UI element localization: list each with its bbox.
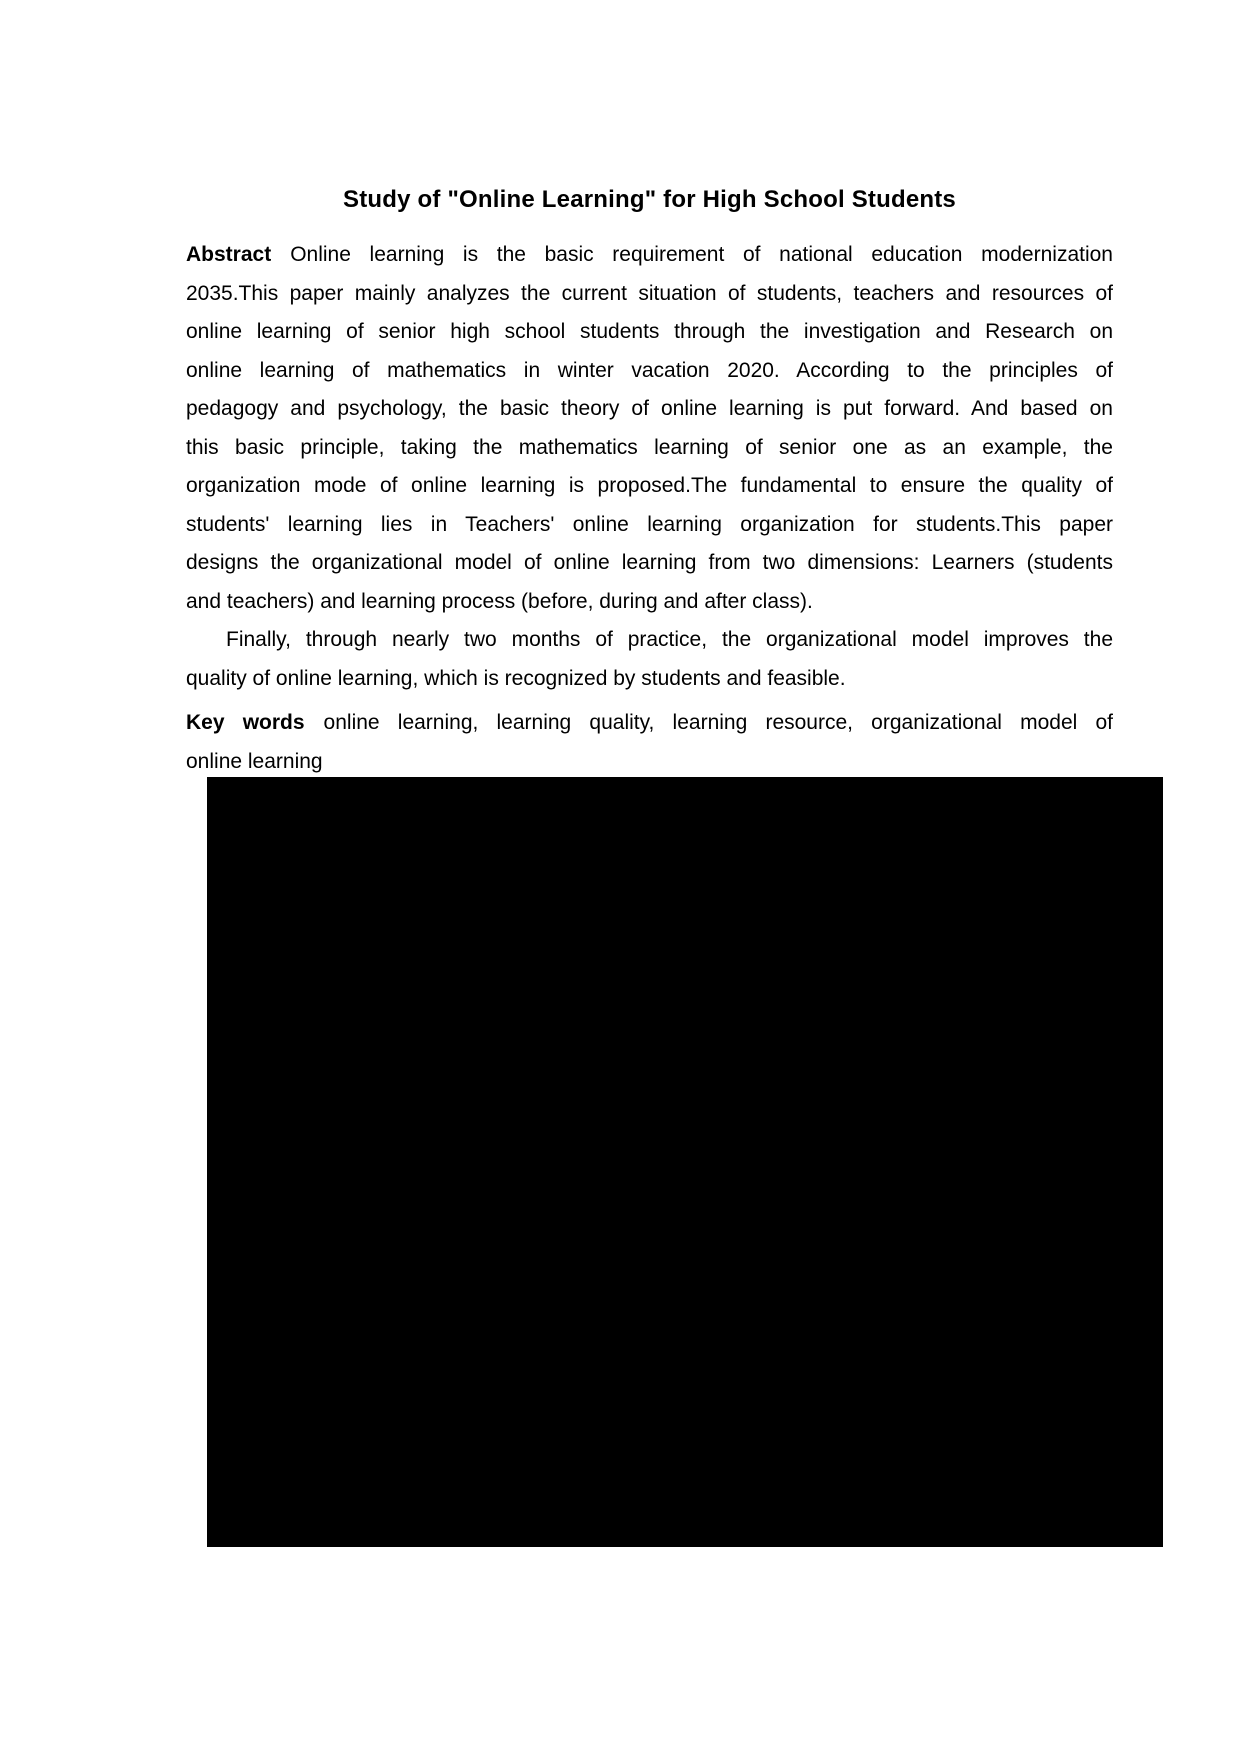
line-text: organization mode of online learning is proposed.The fundamental to ensure the quality of bbox=[186, 474, 1113, 497]
line-text: online learning of senior high school students through the investigation and Research on bbox=[186, 320, 1113, 343]
line-text: this basic principle, taking the mathematics learning of senior one as an example, the bbox=[186, 435, 1113, 459]
abstract-line bbox=[186, 313, 1113, 352]
line-text: online learning, learning quality, learning resource, organizational model of bbox=[323, 711, 1113, 734]
line-text: 2035.This paper mainly analyzes the current situation of students, teachers and resources of bbox=[186, 281, 1113, 305]
abstract-figure bbox=[207, 777, 1163, 1547]
keywords-line bbox=[186, 743, 1113, 782]
abstract-line bbox=[186, 236, 1113, 275]
line-text: pedagogy and psychology, the basic theory of online learning is put forward. And based on bbox=[186, 397, 1113, 420]
abstract-line bbox=[186, 352, 1113, 391]
line-text: students' learning lies in Teachers' online learning organization for students.This paper bbox=[186, 512, 1113, 536]
abstract-line bbox=[186, 506, 1113, 545]
keywords-line bbox=[186, 704, 1113, 743]
abstract-line bbox=[186, 275, 1113, 314]
abstract-line bbox=[186, 583, 1113, 622]
line-text: online learning of mathematics in winter vacation 2020. According to the principles of bbox=[186, 358, 1113, 382]
abstract-line bbox=[186, 390, 1113, 429]
line-text: online learning bbox=[186, 749, 323, 773]
keywords-paragraph bbox=[186, 704, 1113, 781]
abstract-line bbox=[186, 660, 1113, 699]
abstract-line bbox=[186, 429, 1113, 468]
line-text: designs the organizational model of online learning from two dimensions: Learners (students bbox=[186, 551, 1113, 574]
paper-title: Study of "Online Learning" for High School Students bbox=[343, 186, 956, 213]
keywords-heading: Key words bbox=[186, 711, 305, 734]
abstract-line bbox=[186, 467, 1113, 506]
abstract-heading: Abstract bbox=[186, 243, 272, 266]
line-text: Finally, through nearly two months of practice, the organizational model improves the bbox=[226, 628, 1113, 651]
abstract-paragraph bbox=[186, 236, 1113, 698]
abstract-line bbox=[186, 621, 1113, 660]
line-text: quality of online learning, which is recognized by students and feasible. bbox=[186, 666, 846, 690]
line-text: and teachers) and learning process (before, during and after class). bbox=[186, 589, 813, 613]
abstract-line bbox=[186, 544, 1113, 583]
line-text: Online learning is the basic requirement of national education modernization bbox=[290, 243, 1113, 266]
